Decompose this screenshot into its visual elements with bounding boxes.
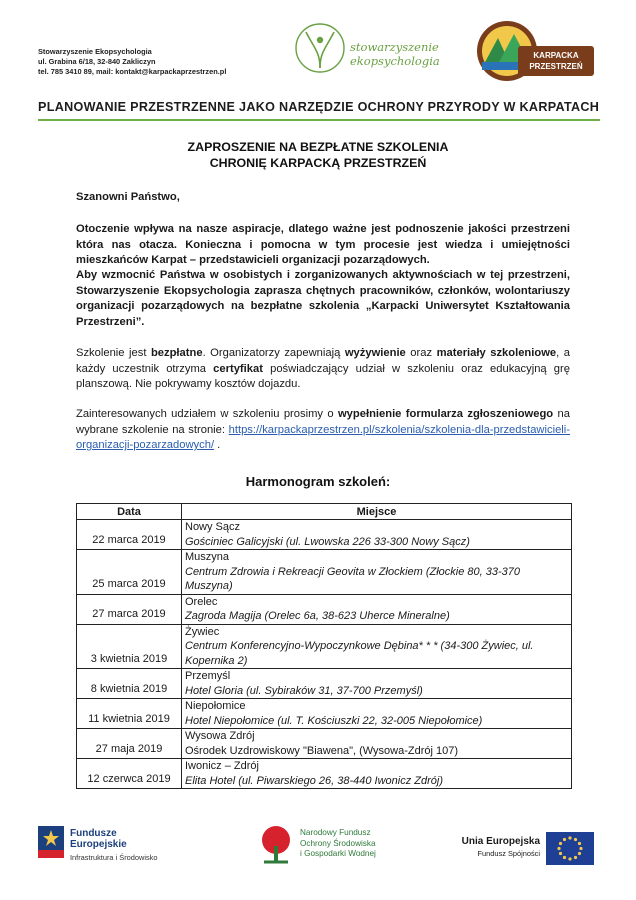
unia-europejska-logo — [450, 822, 600, 870]
training-place — [182, 729, 572, 759]
registration-text: . — [214, 439, 221, 452]
training-place — [182, 699, 572, 729]
table-row — [77, 669, 572, 699]
ue-line1: Unia Europejska — [461, 836, 540, 847]
benefits-text: , a każdy uczestnik otrzyma — [76, 347, 570, 375]
training-place — [182, 624, 572, 669]
training-date: 22 marca 2019 — [77, 520, 182, 550]
greeting: Szanowni Państwo, — [76, 191, 180, 203]
training-venue: Ośrodek Uzdrowiskowy "Biawena", (Wysowa-Zdrój 107) — [185, 744, 459, 757]
invitation-subtitle: CHRONIĘ KARPACKĄ PRZESTRZEŃ — [209, 156, 427, 170]
benefits-text: poświadczający udział w szkoleniu oraz edukacyjną grę planszową. Nie pokrywamy kosztów dojazdu. — [76, 362, 570, 391]
table-header-row — [77, 504, 572, 520]
training-city: Muszyna — [185, 551, 230, 563]
training-date: 27 maja 2019 — [77, 729, 182, 759]
table-row — [77, 759, 572, 789]
training-city: Nowy Sącz — [185, 521, 241, 533]
benefits-text: . Organizatorzy zapewniają — [202, 347, 345, 359]
fe-line2: Europejskie — [70, 839, 127, 850]
registration-paragraph — [76, 407, 570, 454]
training-city: Wysowa Zdrój — [185, 730, 255, 742]
benefits-paragraph — [76, 346, 570, 393]
training-venue: Centrum Konferencyjno-Wypoczynkowe Dębina* * * (34-300 Żywiec, ul. Kopernika 2) — [185, 640, 534, 667]
benefit-certificate: certyfikat — [213, 362, 263, 375]
schedule-table — [76, 503, 572, 789]
invitation-paragraph: Aby wzmocnić Państwa w osobistych i zorganizowanych aktywnościach w tej przestrzeni, Stowarzyszenie Ekopsychologia zaprasza chętnych pracowników, członków, wolontariuszy organizacji pozarządowych na bezpłatne szkolenia „Karpacki Uniwersytet Kształtowania Przestrzeni”. — [76, 269, 570, 328]
training-city: Niepołomice — [185, 700, 246, 712]
ekopsychologia-emblem-icon — [292, 18, 352, 84]
training-place — [182, 759, 572, 789]
registration-text: Zainteresowanych udziałem w szkoleniu prosimy o — [76, 408, 338, 420]
table-row — [77, 699, 572, 729]
training-venue: Hotel Gloria (ul. Sybiraków 31, 37-700 Przemyśl) — [185, 684, 423, 697]
fundusze-europejskie-star-icon — [36, 822, 66, 862]
registration-text: na wybrane szkolenie na stronie: — [76, 408, 570, 436]
training-date: 8 kwietnia 2019 — [77, 669, 182, 699]
org-street: ul. Grabina 6/18, 32-840 Zakliczyn — [38, 57, 156, 66]
training-city: Orelec — [185, 595, 218, 608]
training-place — [182, 520, 572, 550]
training-date: 27 marca 2019 — [77, 594, 182, 624]
training-venue: Zagroda Magija (Orelec 6a, 38-623 Uherce Mineralne) — [185, 610, 450, 622]
ekopsychologia-logo — [292, 18, 442, 84]
benefit-materials: materiały szkoleniowe — [436, 347, 557, 359]
column-header-date: Data — [77, 504, 182, 520]
organization-address — [38, 47, 226, 77]
ue-subtitle: Fundusz Spójności — [477, 849, 540, 858]
schedule-table-body — [77, 520, 572, 789]
benefit-meals: wyżywienie — [344, 347, 406, 359]
eu-flag-icon — [546, 832, 594, 865]
schedule-title: Harmonogram szkoleń: — [245, 474, 391, 489]
training-venue: Centrum Zdrowia i Rekreacji Geovita w Złockiem (Złockie 80, 33-370 Muszyna) — [185, 565, 521, 592]
intro-paragraph: Otoczenie wpływa na nasze aspiracje, dlatego ważne jest podnoszenie jakości przestrzeni która nas otacza. Konieczna i pomocna w tym procesie jest wiedza i umiejętności mieszkańców Karpat – przedstawicieli organizacji pozarządowych. — [76, 223, 570, 267]
table-row — [77, 729, 572, 759]
table-row — [77, 624, 572, 669]
eko-logo-line1: stowarzyszenie — [350, 40, 439, 54]
nfosigw-logo — [256, 822, 436, 872]
registration-link[interactable]: https://karpackaprzestrzen.pl/szkolenia/szkolenia-dla-przedstawicieli-organizacji-pozarzadowych/ — [76, 423, 570, 452]
training-date: 12 czerwca 2019 — [77, 759, 182, 789]
nf-line1: Narodowy Fundusz — [300, 828, 371, 837]
training-venue: Elita Hotel (ul. Piwarskiego 26, 38-440 Iwonicz Zdrój) — [185, 774, 444, 787]
table-row — [77, 550, 572, 595]
benefits-text: oraz — [405, 347, 437, 359]
invitation-title: ZAPROSZENIE NA BEZPŁATNE SZKOLENIA — [187, 140, 449, 154]
training-date: 3 kwietnia 2019 — [77, 624, 182, 669]
fundusze-europejskie-logo — [36, 822, 216, 868]
project-banner: PLANOWANIE PRZESTRZENNE JAKO NARZĘDZIE OCHRONY PRZYRODY W KARPATACH — [38, 100, 600, 114]
training-place — [182, 550, 572, 595]
fe-subtitle: Infrastruktura i Środowisko — [70, 853, 158, 862]
training-date: 25 marca 2019 — [77, 550, 182, 595]
table-row — [77, 520, 572, 550]
header-divider — [38, 119, 600, 121]
training-date: 11 kwietnia 2019 — [77, 699, 182, 729]
org-contact: tel. 785 3410 89, mail: kontakt@karpackaprzestrzen.pl — [38, 67, 227, 76]
column-header-place: Miejsce — [182, 504, 572, 520]
training-place — [182, 669, 572, 699]
fe-line1: Fundusze — [70, 828, 117, 839]
training-place — [182, 594, 572, 624]
training-venue: Hotel Niepołomice (ul. T. Kościuszki 22, 32-005 Niepołomice) — [185, 714, 483, 727]
kp-logo-line1: KARPACKA — [533, 51, 579, 60]
table-row — [77, 594, 572, 624]
benefit-free: bezpłatne — [150, 347, 203, 359]
registration-form-emphasis: wypełnienie formularza zgłoszeniowego — [337, 408, 554, 420]
org-name: Stowarzyszenie Ekopsychologia — [38, 47, 152, 56]
training-venue: Gościniec Galicyjski (ul. Lwowska 226 33-300 Nowy Sącz) — [185, 535, 470, 548]
nfosigw-tree-icon — [256, 822, 296, 868]
nf-line3: i Gospodarki Wodnej — [300, 849, 376, 858]
eko-logo-line2: ekopsychologia — [350, 54, 440, 68]
karpacka-przestrzen-logo — [474, 18, 606, 84]
training-city: Żywiec — [185, 625, 220, 638]
benefits-text: Szkolenie jest — [76, 347, 151, 359]
kp-logo-line2: PRZESTRZEŃ — [529, 62, 583, 71]
nf-line2: Ochrony Środowiska — [300, 838, 376, 848]
training-city: Przemyśl — [185, 670, 231, 682]
training-city: Iwonicz – Zdrój — [185, 760, 259, 772]
